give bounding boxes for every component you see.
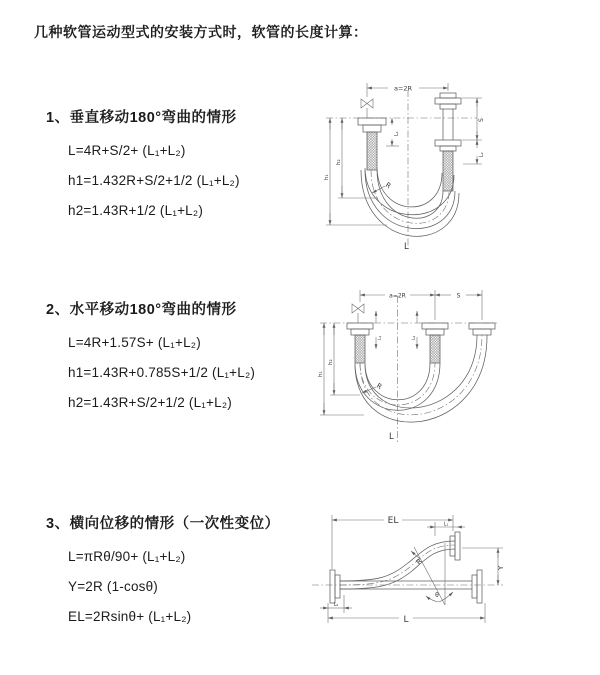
formula-line: EL=2Rsinθ+ (L₁+L₂) <box>68 609 192 624</box>
dim-label-l: L <box>403 615 409 625</box>
dim-label-h1: h₁ <box>324 174 330 180</box>
dim-label-y: Y <box>497 565 505 570</box>
centerlines <box>320 296 497 443</box>
section-1-formulas <box>68 136 240 226</box>
middle-flange <box>422 323 448 363</box>
hose-s-curve <box>340 541 455 589</box>
dim-label-r: R <box>414 557 424 567</box>
right-flange <box>472 570 482 603</box>
page-title: 几种软管运动型式的安装方式时，软管的长度计算： <box>34 24 368 40</box>
dim-l-total <box>328 603 485 625</box>
dim-label-theta: θ <box>435 592 439 599</box>
formula-line: L=πRθ/90+ (L₁+L₂) <box>68 549 186 564</box>
valve-icon <box>361 99 373 118</box>
dim-label-r: R <box>383 180 393 191</box>
section-3-heading: 3、横向位移的情形（一次性变位） <box>46 516 280 532</box>
diagram-lateral-displacement <box>300 505 600 645</box>
formula-line: h2=1.43R+1/2 (L₁+L₂) <box>68 203 204 218</box>
dim-fitting-right <box>463 140 485 164</box>
dim-label-h2: h₂ <box>328 359 334 365</box>
dim-label-el: EL <box>387 516 399 526</box>
dim-fitting-mid <box>411 311 417 349</box>
top-right-flange <box>450 532 460 560</box>
section-vertical-180 <box>46 106 240 226</box>
dim-h1 <box>324 118 387 225</box>
formula-line: h2=1.43R+S/2+1/2 (L₁+L₂) <box>68 395 232 410</box>
hose-bends <box>355 335 487 422</box>
dim-label-s: S <box>478 118 485 122</box>
section-3-formulas <box>68 542 280 632</box>
left-flange <box>347 323 373 363</box>
diagram-horizontal-180 <box>312 283 597 458</box>
radius-leader <box>372 181 392 193</box>
formula-line: L=4R+1.57S+ (L₁+L₂) <box>68 335 201 350</box>
dim-label-l1: L₁ <box>394 131 400 136</box>
formula-line: h1=1.43R+0.785S+1/2 (L₁+L₂) <box>68 365 256 380</box>
left-flange <box>330 570 340 603</box>
centerlines <box>326 90 477 246</box>
section-2-formulas <box>68 328 255 418</box>
section-2-heading: 2、水平移动180°弯曲的情形 <box>46 302 237 318</box>
dim-label-l-total: L <box>404 242 409 252</box>
valve-icon <box>352 304 364 323</box>
dim-label-s: S <box>456 292 461 300</box>
dim-span <box>360 290 482 320</box>
dim-span <box>367 83 448 97</box>
dim-label-h1: h₁ <box>318 371 324 377</box>
right-flange-upper <box>435 93 461 140</box>
section-1-heading: 1、垂直移动180°弯曲的情形 <box>46 110 237 126</box>
dim-label-l2: L₂ <box>479 152 485 157</box>
section-horizontal-180 <box>46 298 255 418</box>
angle-theta <box>414 543 453 605</box>
dim-label-l2: L₂ <box>412 335 417 340</box>
right-flange-lower <box>435 140 461 191</box>
dim-fitting-top <box>427 522 465 537</box>
dim-label-r: R <box>375 381 384 392</box>
dim-y <box>462 548 505 585</box>
dim-label-l1: L₁ <box>378 335 383 340</box>
formula-line: h1=1.432R+S/2+1/2 (L₁+L₂) <box>68 173 240 188</box>
dim-fitting-left <box>376 311 383 349</box>
dim-label-l2: L₂ <box>333 603 339 608</box>
dim-label-h2: h₂ <box>336 159 342 165</box>
dim-label-l-total: L <box>389 432 394 442</box>
dim-stroke <box>462 98 485 140</box>
diagram-vertical-180 <box>315 78 500 253</box>
formula-line: Y=2R (1-cosθ) <box>68 579 159 594</box>
dim-label-l1: L₁ <box>443 522 449 528</box>
dim-label-a2r: a=2R <box>389 292 406 300</box>
dim-label-a2r: a=2R <box>393 84 413 93</box>
formula-line: L=4R+S/2+ (L₁+L₂) <box>68 143 186 158</box>
dim-fitting-left <box>386 118 400 146</box>
left-flange <box>358 118 386 170</box>
section-lateral-displacement <box>46 512 280 632</box>
dim-stroke <box>435 293 482 300</box>
right-flange <box>469 323 495 335</box>
